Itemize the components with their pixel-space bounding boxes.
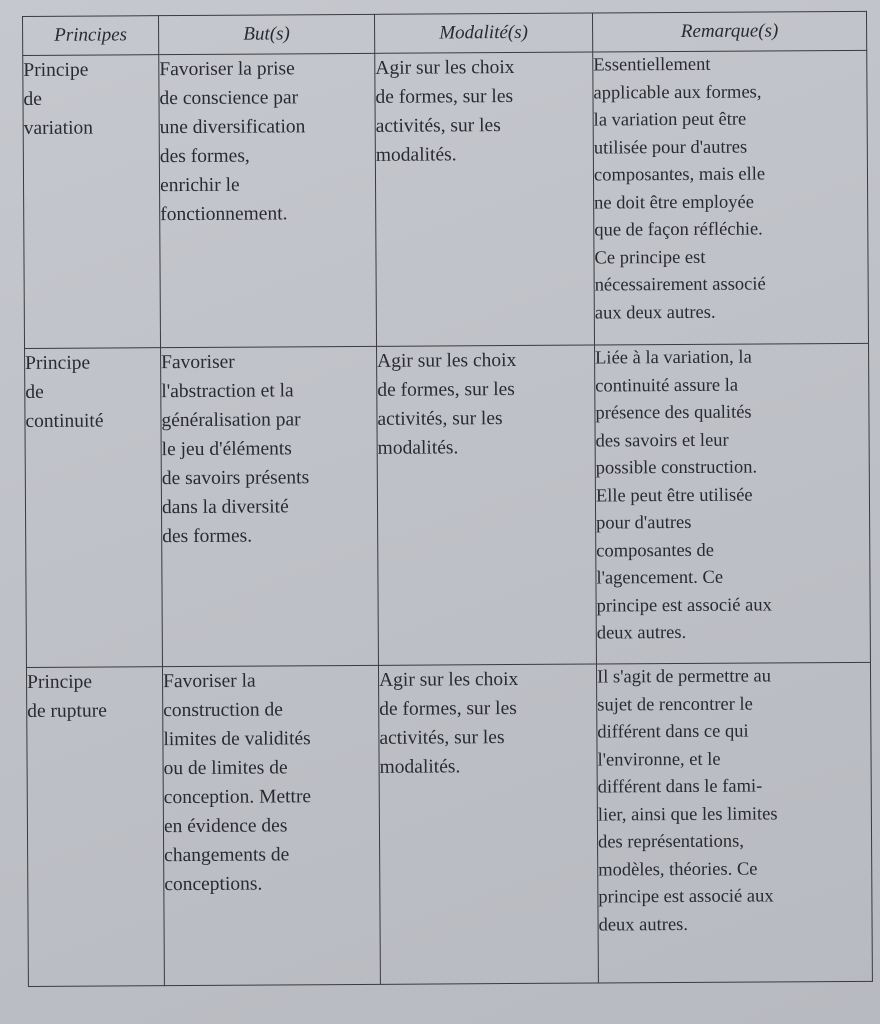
modality-cell (378, 664, 598, 984)
remark-text: Liée à la variation, la continuité assure la présence des qualités des savoirs et leur possible construction. Elle peut être utilisée pour d'autres composantes de l'agencement. Ce principe est associé aux deux autres. (595, 347, 772, 644)
goal-text: Favoriser l'abstraction et la généralisation par le jeu d'éléments de savoirs présents dans la diversité des formes. (161, 351, 310, 548)
header-remarques: Remarque(s) (592, 11, 866, 52)
goal-text: Favoriser la construction de limites de validités ou de limites de conception. Mettre en évidence des changements de conceptions. (163, 670, 312, 896)
principle-text: Principe de variation (23, 59, 94, 139)
remark-cell (596, 662, 872, 983)
goal-cell (161, 346, 379, 666)
principles-table (22, 11, 873, 987)
table-row (26, 662, 872, 986)
header-modalites: Modalité(s) (374, 13, 592, 53)
principle-cell (23, 55, 161, 349)
principle-text: Principe de continuité (25, 352, 104, 432)
goal-text: Favoriser la prise de conscience par une diversification des formes, enrichir le fonctionnement. (159, 58, 306, 226)
modality-text: Agir sur les choix de formes, sur les activités, sur les modalités. (377, 349, 517, 459)
remark-text: Essentiellement applicable aux formes, la variation peut être utilisée pour d'autres composantes, mais elle ne doit être employée que de façon réfléchie. Ce principe est nécessairement associé aux deux autres. (593, 54, 766, 324)
principle-text: Principe de rupture (27, 671, 107, 722)
modality-text: Agir sur les choix de formes, sur les activités, sur les modalités. (379, 668, 519, 778)
principle-cell (25, 348, 163, 668)
goal-cell (162, 665, 380, 985)
table-row (25, 343, 871, 667)
remark-cell (593, 50, 869, 345)
table-row (23, 50, 869, 348)
remark-cell (595, 343, 871, 664)
header-principes: Principes (23, 16, 159, 56)
modality-cell (375, 52, 595, 346)
header-buts: But(s) (159, 14, 375, 54)
modality-cell (377, 345, 597, 665)
modality-text: Agir sur les choix de formes, sur les activités, sur les modalités. (375, 56, 515, 166)
principle-cell (26, 667, 164, 987)
goal-cell (159, 53, 377, 347)
remark-text: Il s'agit de permettre au sujet de rencontrer le différent dans ce qui l'environne, et le différent dans le fami- lier, ainsi que les limites des représentations, modèles, théories. Ce principe est associé aux deux autres. (596, 666, 778, 935)
header-row (23, 11, 867, 55)
